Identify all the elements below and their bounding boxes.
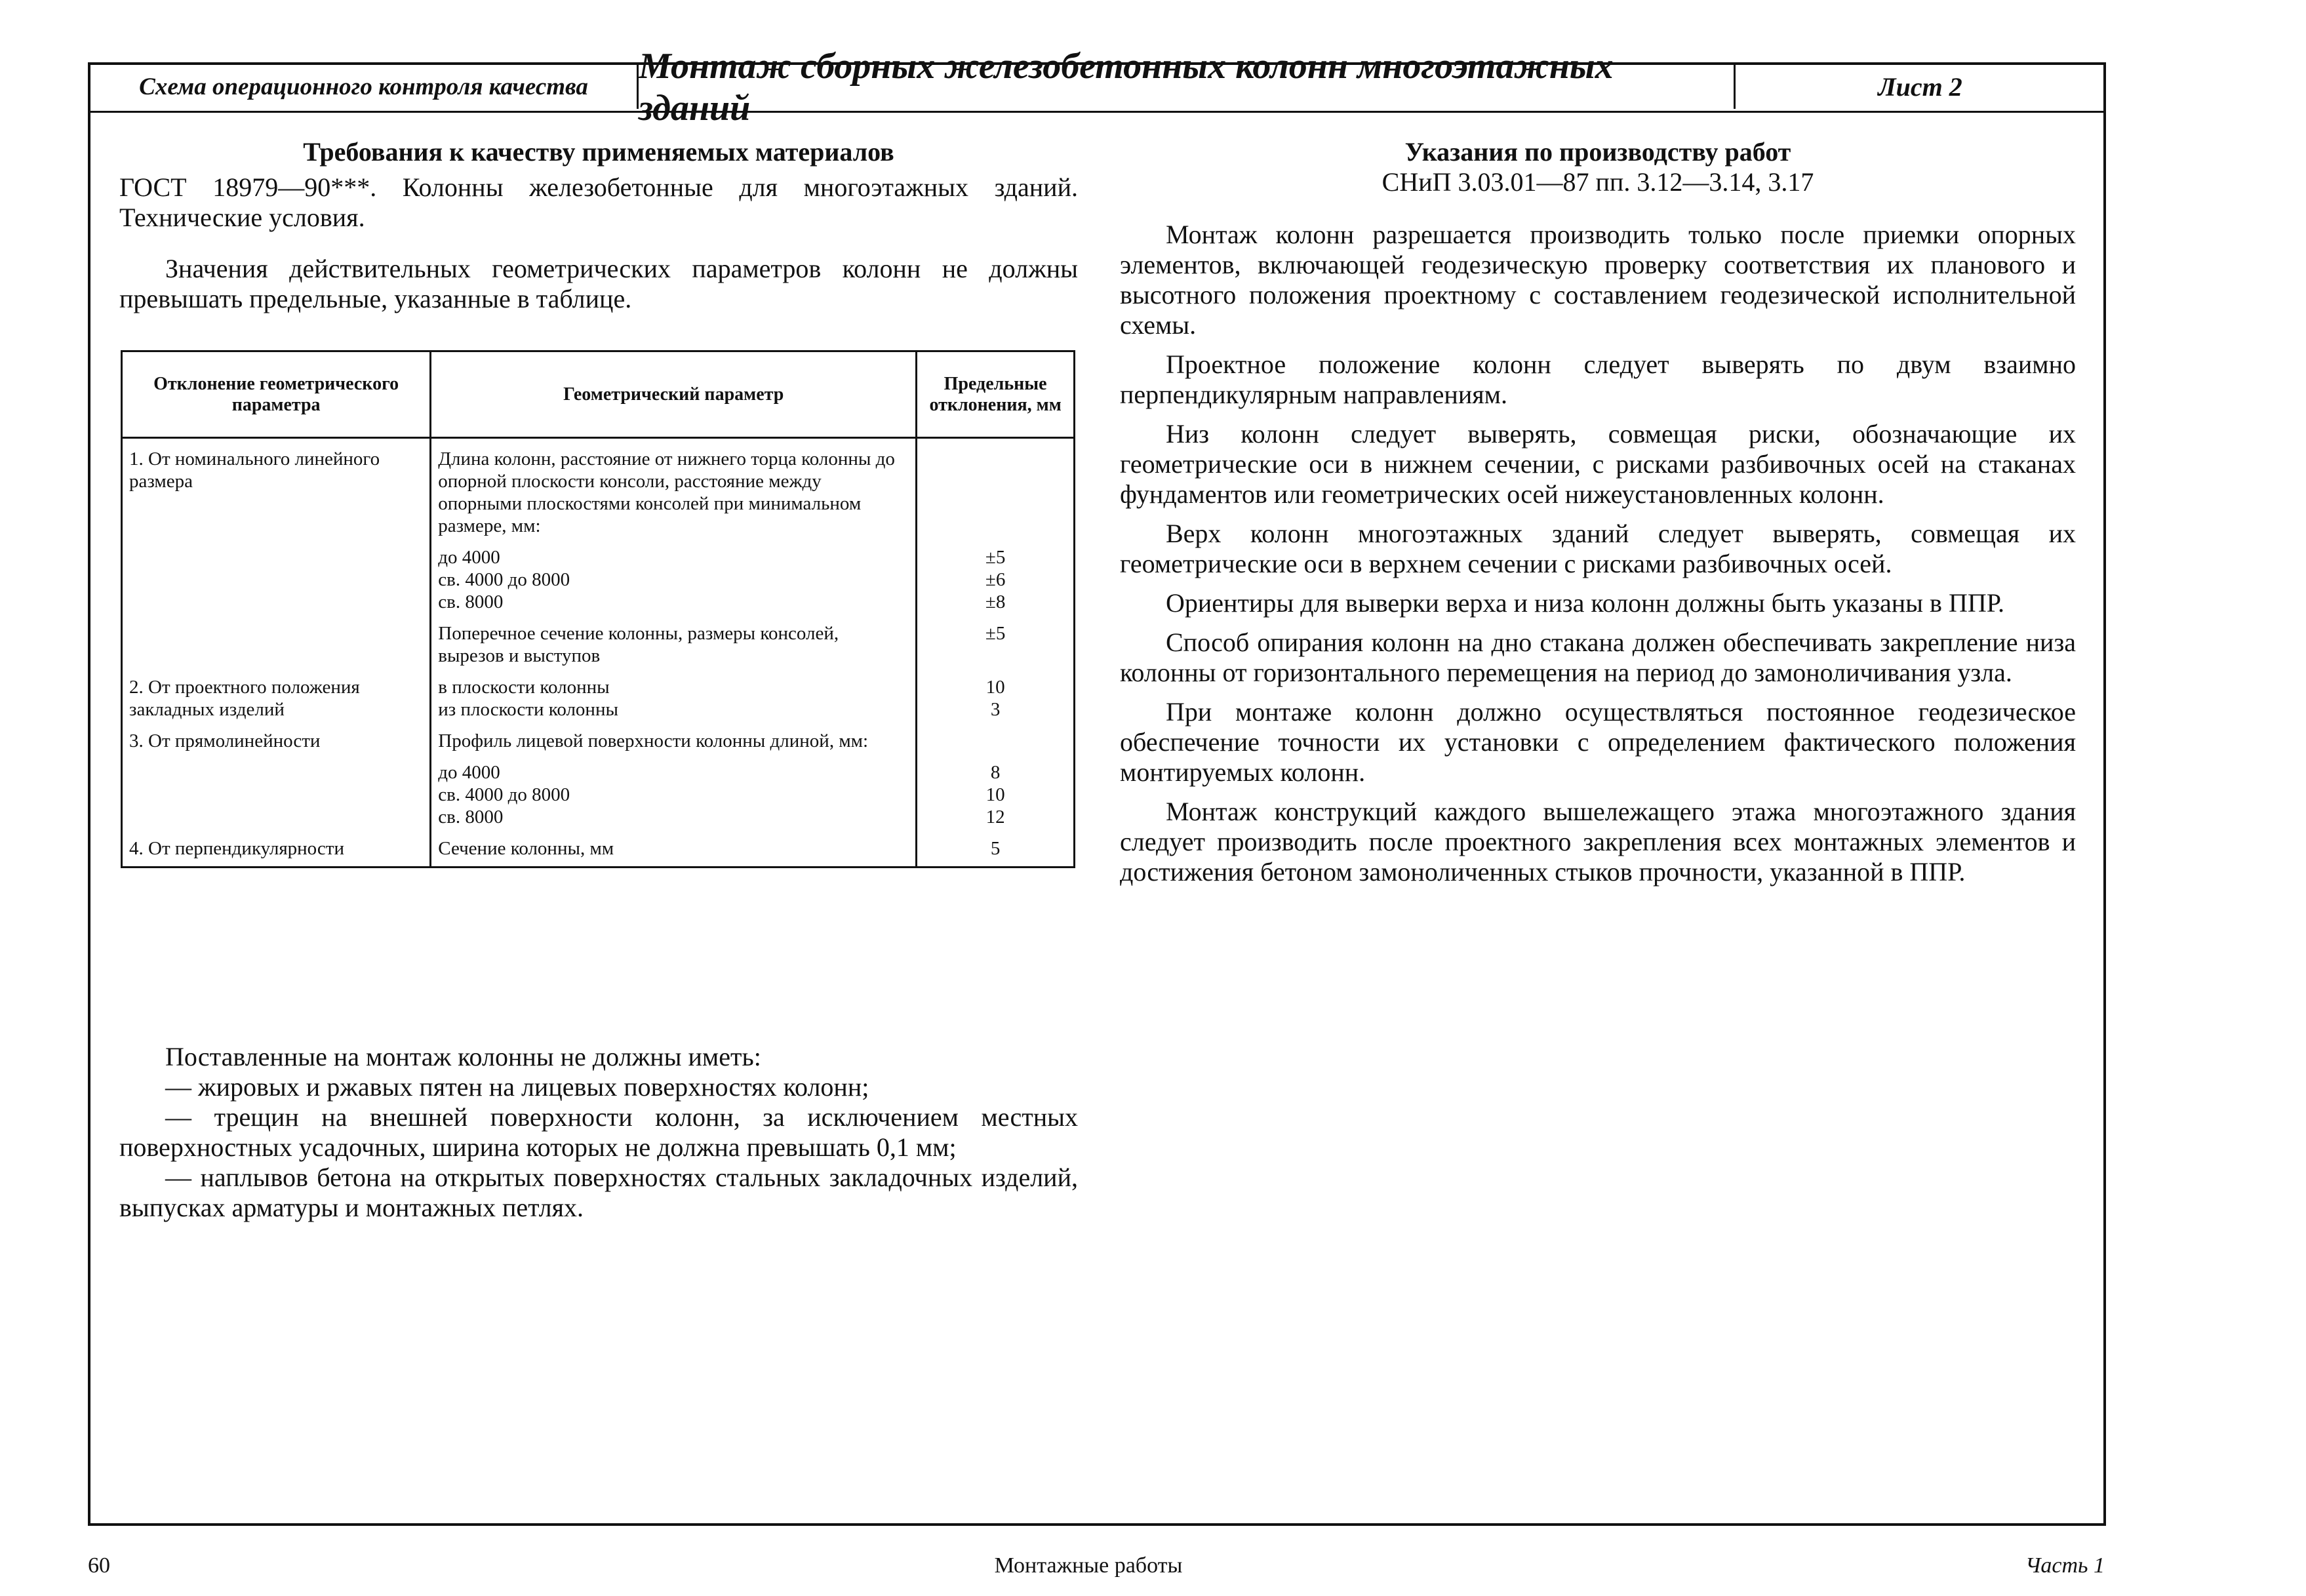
header-scheme-label: Схема операционного контроля качества (90, 65, 639, 109)
right-column (1120, 137, 2076, 887)
instruction-paragraph: Верх колонн многоэтажных зданий следует выверять, совмещая их геометрические оси в верхнем сечении с рисками разбивочных осей. (1120, 519, 2076, 578)
table-row (122, 546, 1075, 569)
tolerance-value: ±6 (917, 569, 1075, 591)
parameter-subitem: из плоскости колонны (431, 698, 917, 721)
table-row (122, 784, 1075, 806)
section-name: Монтажные работы (994, 1553, 1183, 1578)
gost-reference: ГОСТ 18979—90***. Колонны железобетонные для многоэтажных зданий. Технические условия. (119, 172, 1078, 232)
header-bar (90, 45, 2103, 129)
tolerance-value: 8 (917, 761, 1075, 784)
table-row (122, 837, 1075, 868)
work-instructions-title: Указания по производству работ (1404, 137, 1791, 167)
table-row (122, 622, 1075, 667)
parameter-subitem: св. 8000 (431, 591, 917, 613)
instruction-paragraph: Монтаж колонн разрешается производить только после приемки опорных элементов, включающей геодезическую проверку соответствия их планового и высотного положения проектному с составлением геодезической исполнительной схемы. (1120, 220, 2076, 340)
tolerances-intro: Значения действительных геометрических параметров колонн не должны превышать предельные, указанные в таблице. (119, 254, 1078, 313)
instruction-paragraph: Способ опирания колонн на дно стакана должен обеспечивать закрепление низа колонны от горизонтального перемещения на период до замоноличивания узла. (1120, 628, 2076, 687)
deviation-cell: 2. От проектного положения закладных изделий (122, 676, 431, 721)
deviation-cell: 4. От перпендикулярности (122, 837, 431, 868)
tolerance-table (121, 350, 1075, 868)
header-sheet-number: Лист 2 (1878, 72, 1962, 102)
parameter-subitem: до 4000 (431, 546, 917, 569)
table-row (122, 676, 1075, 698)
instruction-paragraph: Ориентиры для выверки верха и низа колонн должны быть указаны в ППР. (1166, 588, 2004, 618)
parameter-subitem: св. 8000 (431, 806, 917, 828)
tolerance-value: 12 (917, 806, 1075, 828)
left-column (119, 137, 1078, 314)
instruction-paragraph: Монтаж конструкций каждого вышележащего этажа многоэтажного здания следует производить после проектного закрепления всех монтажных элементов и достижения бетоном замоноличенных стыков прочности, указанной в ППР. (1120, 797, 2076, 887)
parameter-cell: Профиль лицевой поверхности колонны длиной, мм: (431, 730, 917, 752)
parameter-subitem: до 4000 (431, 761, 917, 784)
table-row (122, 569, 1075, 591)
parameter-cell: Длина колонн, расстояние от нижнего торца колонны до опорной плоскости консоли, расстояние между опорными плоскостями консолей при минимальном размере, мм: (431, 448, 917, 537)
defects-list (119, 1042, 1078, 1223)
instruction-paragraph: Низ колонн следует выверять, совмещая риски, обозначающие их геометрические оси в нижнем сечении, с рисками разбивочных осей на стаканах фундаментов или геометрических осей нижеустановленных колонн. (1120, 419, 2076, 509)
table-row (122, 761, 1075, 784)
materials-requirements-title: Требования к качеству применяемых материалов (303, 137, 894, 167)
table-header-limits: Предельные отклонения, мм (917, 351, 1075, 438)
deviation-cell: 1. От номинального линейного размера (122, 448, 431, 537)
parameter-subitem: св. 4000 до 8000 (431, 784, 917, 806)
tolerance-value: 3 (917, 698, 1075, 721)
tolerance-value: ±5 (917, 546, 1075, 569)
instruction-paragraph: При монтаже колонн должно осуществляться постоянное геодезическое обеспечение точности их установки с определением фактического положения монтируемых колонн. (1120, 697, 2076, 787)
table-row (122, 730, 1075, 752)
header-document-title: Монтаж сборных железобетонных колонн многоэтажных зданий (639, 65, 1736, 109)
table-row (122, 806, 1075, 828)
tolerance-value: 10 (917, 676, 1075, 698)
page-number: 60 (88, 1553, 110, 1578)
parameter-subitem: в плоскости колонны (431, 676, 917, 698)
defect-item: — жировых и ржавых пятен на лицевых поверхностях колонн; (165, 1072, 869, 1102)
parameter-cell: Поперечное сечение колонны, размеры консолей, вырезов и выступов (431, 622, 917, 667)
table-row (122, 448, 1075, 537)
defect-item: — наплывов бетона на открытых поверхностях стальных закладочных изделий, выпусках арматуры и монтажных петлях. (119, 1163, 1078, 1222)
tolerance-value: ±5 (917, 622, 1075, 667)
tolerance-value: ±8 (917, 591, 1075, 613)
part-label: Часть 1 (2025, 1553, 2105, 1578)
deviation-cell: 3. От прямолинейности (122, 730, 431, 752)
tolerance-value: 10 (917, 784, 1075, 806)
parameter-subitem: св. 4000 до 8000 (431, 569, 917, 591)
snip-reference: СНиП 3.03.01—87 пп. 3.12—3.14, 3.17 (1382, 167, 1814, 197)
defect-item: — трещин на внешней поверхности колонн, за исключением местных поверхностных усадочных, ширина которых не должна превышать 0,1 мм; (119, 1102, 1078, 1162)
table-row (122, 591, 1075, 613)
defects-intro: Поставленные на монтаж колонны не должны иметь: (165, 1042, 761, 1071)
table-header-parameter: Геометрический параметр (431, 351, 917, 438)
parameter-cell: Сечение колонны, мм (431, 837, 917, 868)
tolerance-value: 5 (917, 837, 1075, 868)
table-header-deviation: Отклонение геометрического параметра (122, 351, 431, 438)
instruction-paragraph: Проектное положение колонн следует выверять по двум взаимно перпендикулярным направлениям. (1120, 349, 2076, 409)
